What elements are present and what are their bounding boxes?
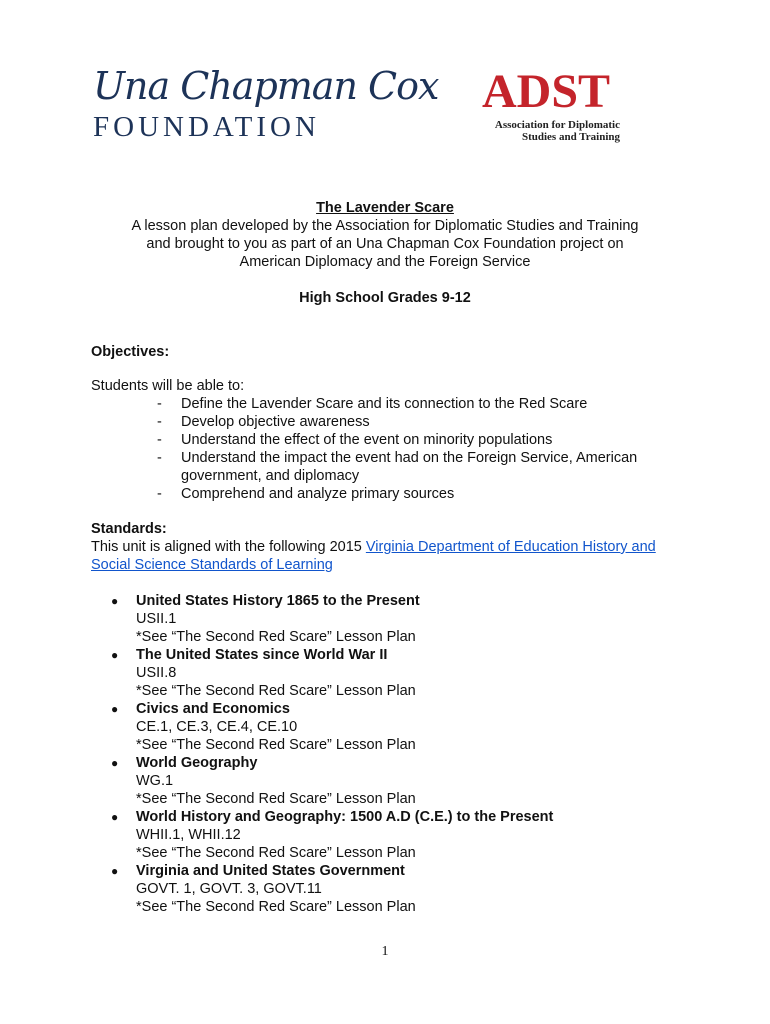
- objective-item: - Understand the effect of the event on minority populations: [157, 432, 553, 448]
- grade-level: High School Grades 9-12: [299, 290, 471, 306]
- objectives-heading: Objectives:: [91, 344, 170, 360]
- bullet-icon: ●: [111, 864, 119, 878]
- subtitle-line: American Diplomacy and the Foreign Service: [239, 254, 531, 270]
- standard-note: *See “The Second Red Scare” Lesson Plan: [136, 845, 416, 861]
- standard-item: [111, 754, 671, 808]
- una-chapman-cox-logo: [93, 64, 439, 143]
- subtitle-line: A lesson plan developed by the Association for Diplomatic Studies and Training: [131, 218, 639, 234]
- objective-item: - Define the Lavender Scare and its connection to the Red Scare: [157, 396, 588, 412]
- standard-name: Civics and Economics: [136, 701, 290, 717]
- standard-note: *See “The Second Red Scare” Lesson Plan: [136, 791, 416, 807]
- page-number: 1: [381, 944, 389, 959]
- objective-item: - Comprehend and analyze primary sources: [157, 486, 455, 502]
- objectives-list: [157, 395, 677, 503]
- standard-codes: USII.8: [136, 665, 177, 681]
- document-subtitle: [80, 217, 690, 271]
- adst-logo-fullname: [482, 119, 620, 143]
- cox-logo-script: Una Chapman Cox: [93, 64, 439, 108]
- standard-note: *See “The Second Red Scare” Lesson Plan: [136, 737, 416, 753]
- standard-item: [111, 862, 671, 916]
- standard-codes: CE.1, CE.3, CE.4, CE.10: [136, 719, 298, 735]
- standard-item: [111, 700, 671, 754]
- standard-note: *See “The Second Red Scare” Lesson Plan: [136, 899, 416, 915]
- bullet-icon: ●: [111, 594, 119, 608]
- standard-name: Virginia and United States Government: [136, 863, 405, 879]
- bullet-icon: ●: [111, 810, 119, 824]
- standard-codes: GOVT. 1, GOVT. 3, GOVT.11: [136, 881, 322, 897]
- objective-item: - Understand the impact the event had on the Foreign Service, American government, and diplomacy: [157, 450, 638, 484]
- standards-list: [111, 592, 671, 916]
- adst-logo-abbr: ADST: [482, 65, 611, 118]
- standards-heading: Standards:: [91, 521, 167, 537]
- bullet-icon: ●: [111, 648, 119, 662]
- virginia-standards-link[interactable]: Virginia Department of Education History and Social Science Standards of Learning: [91, 539, 656, 573]
- adst-logo-line1: Association for Diplomatic: [494, 119, 620, 131]
- objective-item: - Develop objective awareness: [157, 414, 370, 430]
- bullet-icon: ●: [111, 756, 119, 770]
- standard-item: [111, 592, 671, 646]
- standard-name: The United States since World War II: [136, 647, 388, 663]
- document-title: The Lavender Scare: [316, 200, 454, 216]
- standard-item: [111, 646, 671, 700]
- standard-note: *See “The Second Red Scare” Lesson Plan: [136, 629, 416, 645]
- standard-name: World Geography: [136, 755, 258, 771]
- standard-note: *See “The Second Red Scare” Lesson Plan: [136, 683, 416, 699]
- cox-logo-foundation: FOUNDATION: [93, 111, 320, 143]
- standard-item: [111, 808, 671, 862]
- adst-logo: [482, 65, 642, 143]
- standards-intro: This unit is aligned with the following 2015 Virginia Department of Education History and Social Science Standards of Learning: [91, 539, 656, 573]
- adst-logo-line2: Studies and Training: [521, 131, 620, 143]
- standard-name: World History and Geography: 1500 A.D (C.E.) to the Present: [136, 809, 554, 825]
- standard-codes: WG.1: [136, 773, 174, 789]
- standard-codes: WHII.1, WHII.12: [136, 827, 241, 843]
- standard-name: United States History 1865 to the Present: [136, 593, 420, 609]
- bullet-icon: ●: [111, 702, 119, 716]
- subtitle-line: and brought to you as part of an Una Chapman Cox Foundation project on: [146, 236, 624, 252]
- objectives-intro: Students will be able to:: [91, 378, 245, 394]
- standard-codes: USII.1: [136, 611, 177, 627]
